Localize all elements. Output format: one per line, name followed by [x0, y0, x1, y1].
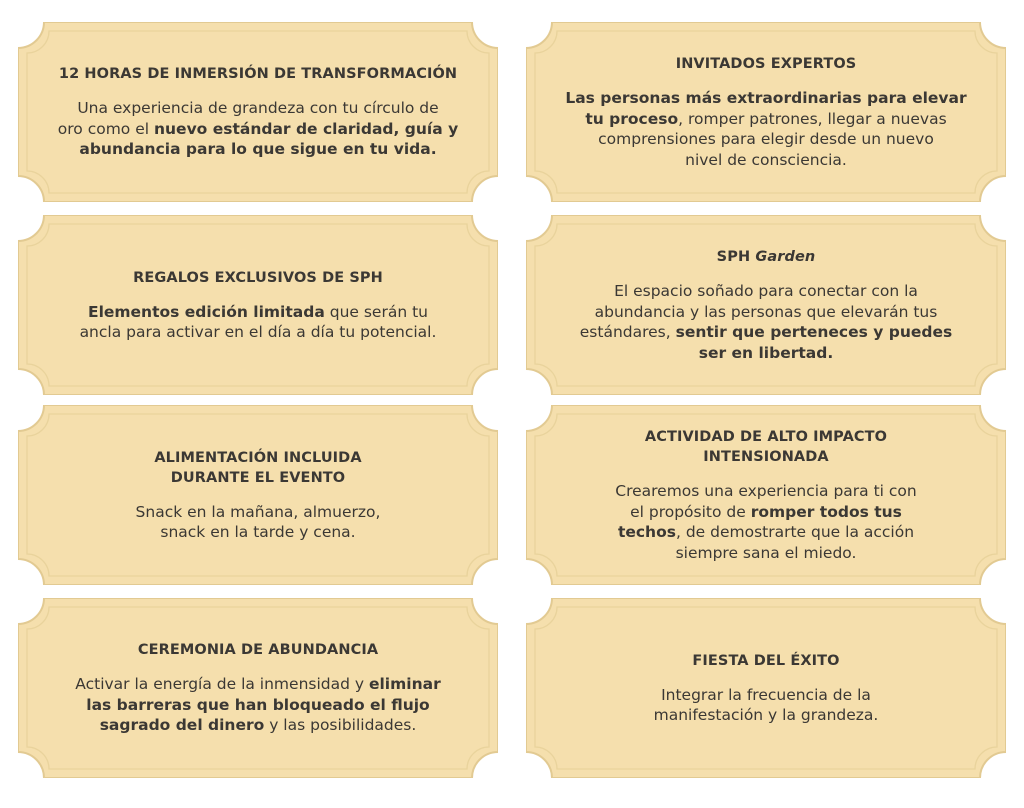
body-text: siempre sana el miedo.: [675, 543, 857, 562]
body-text: snack en la tarde y cena.: [160, 523, 356, 541]
card-title-line: [59, 64, 457, 84]
card-title: [645, 427, 887, 467]
title-segment: FIESTA DEL ÉXITO: [692, 652, 840, 669]
bold-text: nuevo estándar de claridad, guía y: [153, 119, 459, 138]
card-content: [554, 423, 978, 567]
card-content: [46, 40, 470, 184]
bold-text: romper todos tus: [750, 502, 902, 521]
card-title: [59, 64, 457, 84]
card-body-line: [136, 502, 381, 523]
body-text: oro como el: [57, 119, 154, 138]
bold-text: eliminar: [368, 675, 441, 694]
bold-text: techos: [617, 523, 676, 541]
card-title-line: [154, 468, 361, 488]
card-title-line: [138, 640, 378, 660]
body-text: Snack en la mañana, almuerzo,: [135, 502, 381, 521]
card-title-line: [133, 268, 383, 288]
card-content: [46, 616, 470, 760]
body-text: estándares,: [579, 323, 676, 341]
card-content: [46, 233, 470, 377]
card-body-line: [58, 119, 458, 140]
card-content: [554, 233, 978, 377]
card-body-line: [580, 322, 952, 343]
card-title-line: [692, 651, 839, 671]
card-body-line: [565, 129, 966, 150]
body-text: y las posibilidades.: [264, 716, 417, 735]
card-body: [580, 281, 952, 363]
card-title-line: [717, 247, 816, 267]
card-content: [554, 40, 978, 184]
card-body: [654, 685, 879, 726]
card-body-line: [58, 139, 458, 160]
card-body: [58, 98, 458, 160]
card-content: [554, 616, 978, 760]
title-segment: Garden: [755, 249, 816, 265]
info-card: [18, 598, 498, 778]
card-title-line: [645, 427, 887, 447]
body-text: ancla para activar en el día a día tu potencial.: [79, 323, 437, 341]
info-card: [18, 405, 498, 585]
bold-text: sentir que perteneces y puedes: [675, 323, 953, 341]
title-segment: REGALOS EXCLUSIVOS DE SPH: [133, 269, 383, 286]
info-card: [526, 22, 1006, 202]
body-text: , romper patrones, llegar a nuevas: [678, 109, 947, 128]
body-text: Integrar la frecuencia de la: [661, 685, 871, 704]
card-body-line: [80, 322, 437, 343]
body-text: nivel de consciencia.: [685, 150, 847, 169]
body-text: el propósito de: [630, 502, 751, 521]
body-text: El espacio soñado para conectar con la: [614, 282, 918, 300]
card-body-line: [75, 674, 440, 695]
info-card: [526, 215, 1006, 395]
card-title-line: [676, 54, 857, 74]
card-body: [615, 481, 917, 563]
card-body-line: [615, 543, 917, 564]
info-card: [526, 598, 1006, 778]
title-segment: 12 HORAS DE INMERSIÓN DE TRANSFORMACIÓN: [58, 66, 458, 83]
card-body-line: [615, 502, 917, 523]
bold-text: Elementos edición limitada: [87, 302, 325, 321]
bold-text: las barreras que han bloqueado el flujo: [86, 695, 430, 714]
card-body-line: [580, 281, 952, 302]
card-body-line: [565, 150, 966, 171]
body-text: que serán tu: [324, 302, 428, 321]
card-title: [692, 651, 839, 671]
card-title: [154, 448, 361, 488]
title-segment: INVITADOS EXPERTOS: [675, 56, 857, 72]
card-body-line: [654, 685, 879, 706]
card-body-line: [615, 522, 917, 543]
title-segment: ACTIVIDAD DE ALTO IMPACTO: [644, 429, 888, 445]
bold-text: ser en libertad.: [698, 343, 834, 362]
card-body-line: [58, 98, 458, 119]
body-text: comprensiones para elegir desde un nuevo: [598, 130, 934, 148]
card-body-line: [75, 695, 440, 716]
card-body: [80, 302, 437, 343]
card-body-line: [580, 343, 952, 364]
card-body: [136, 502, 381, 543]
body-text: abundancia y las personas que elevarán tus: [594, 302, 938, 321]
bold-text: abundancia para lo que sigue en tu vida.: [79, 140, 437, 159]
card-body-line: [654, 705, 879, 726]
info-card: [526, 405, 1006, 585]
title-segment: SPH: [716, 249, 756, 265]
bold-text: Las personas más extraordinarias para elevar: [565, 89, 967, 107]
card-body-line: [580, 302, 952, 323]
card-title: [133, 268, 383, 288]
title-segment: CEREMONIA DE ABUNDANCIA: [137, 642, 379, 659]
info-card: [18, 215, 498, 395]
card-content: [46, 423, 470, 567]
card-body-line: [565, 88, 966, 109]
card-body-line: [80, 302, 437, 323]
card-title-line: [154, 448, 361, 468]
bold-text: tu proceso: [585, 109, 679, 128]
card-body-line: [75, 715, 440, 736]
card-title-line: [645, 447, 887, 467]
info-card: [18, 22, 498, 202]
title-segment: DURANTE EL EVENTO: [170, 469, 346, 486]
title-segment: ALIMENTACIÓN INCLUIDA: [154, 449, 362, 466]
body-text: , de demostrarte que la acción: [675, 523, 915, 541]
card-title: [138, 640, 378, 660]
bold-text: sagrado del dinero: [99, 716, 265, 735]
body-text: Activar la energía de la inmensidad y: [75, 675, 369, 694]
title-segment: INTENSIONADA: [703, 449, 829, 465]
card-body: [75, 674, 440, 736]
card-body-line: [136, 522, 381, 543]
body-text: Crearemos una experiencia para ti con: [615, 482, 917, 500]
card-body-line: [615, 481, 917, 502]
body-text: manifestación y la grandeza.: [653, 706, 879, 724]
card-body-line: [565, 109, 966, 130]
body-text: Una experiencia de grandeza con tu círculo de: [77, 99, 439, 118]
card-title: [676, 54, 857, 74]
card-title: [717, 247, 816, 267]
card-body: [565, 88, 966, 170]
